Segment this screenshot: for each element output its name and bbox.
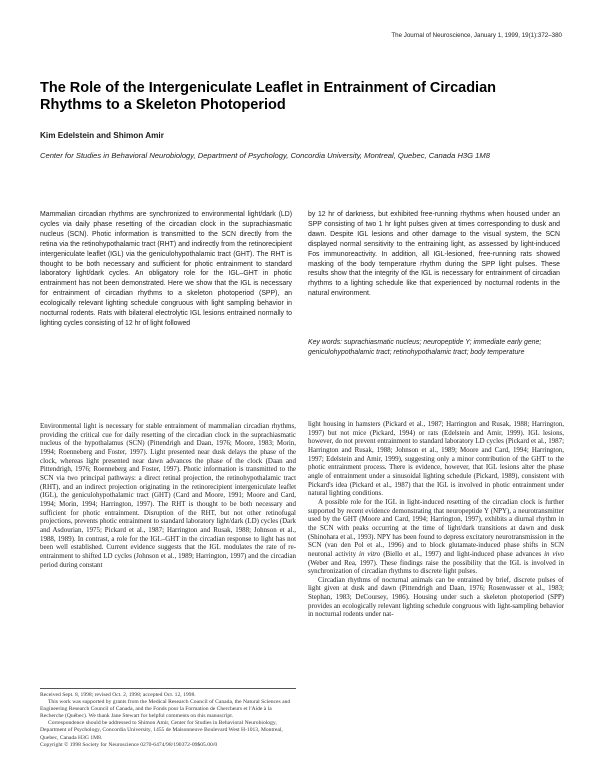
article-title: The Role of the Intergeniculate Leaflet in Entrainment of Circadian Rhythms to a Skeleton Photoperiod (40, 80, 497, 113)
body-left-column (40, 422, 296, 569)
body-paragraph: Circadian rhythms of nocturnal animals can be entrained by brief, discrete pulses of light given at dusk and dawn (Pittendrigh and Daan, 1976; Rosenwasser et al., 1983; Stephan, 1983; DeCoursey, 1986). Housing under such a skeleton photoperiod (SPP) provides an ecologically relevant lighting schedule congruous with light-sampling behavior in nocturnal rodents under nat- (308, 575, 564, 619)
body-paragraph: Environmental light is necessary for stable entrainment of mammalian circadian rhythms, providing the critical cue for daily resetting of the circadian clock in the suprachiasmatic nucleus of the hypothalamus (SCN) (Pittendrigh and Daan, 1976; Moore, 1983; Morin, 1994; Roenneberg and Foster, 1997). Light presented near dusk delays the phase of the clock, whereas light presented near dawn advances the phase of the clock (Daan and Pittendrigh, 1976; Roenneberg and Foster, 1997). Photic information is transmitted to the SCN via two principal pathways: a direct retinal projection, the retinohypothalamic tract (RHT), and an indirect projection originating in the retinorecipient intergeniculate leaflet (IGL), the geniculohypothalamic tract (GHT) (Card and Moore, 1991; Moore and Card, 1994; Morin, 1994; Harrington, 1997). The RHT is thought to be both necessary and sufficient for photic entrainment. Disruption of the RHT, but not other retinofugal projections, prevents photic entrainment to standard laboratory light/dark (LD) cycles (Dark and Asdourian, 1975; Pickard et al., 1987; Harrington and Rusak, 1988; Johnson et al., 1988, 1989). In contrast, a role for the IGL–GHT in the circadian response to light has not been well established. Current evidence suggests that the IGL modulates the rate of re-entrainment to shifted LD cycles (Johnson et al., 1989; Harrington, 1997) and the circadian period during constant (40, 422, 296, 569)
italic-term: in vitro (359, 549, 381, 558)
article-authors: Kim Edelstein and Shimon Amir (40, 131, 164, 140)
body-text-span: (Biello et al., 1997) and light-induced phase advances (380, 549, 545, 558)
footnote-correspondence: Correspondence should be addressed to Shimon Amir, Center for Studies in Behavioral Neurobiology, Department of Psychology, Concordia University, 1455 de Maisonneuve Boulevard West H-1013, Montreal, Quebec, Canada H3G 1M8. (40, 720, 283, 741)
body-paragraph (308, 498, 564, 576)
body-paragraph: light housing in hamsters (Pickard et al., 1987; Harrington and Rusak, 1988; Harrington, 1997) but not mice (Pickard, 1994) or rats (Edelstein and Amir, 1999). IGL lesions, however, do not prevent entrainment to standard laboratory LD cycles (Pickard et al., 1987; Harrington and Rusak, 1988; Johnson et al., 1989; Moore and Card, 1994; Harrington, 1997; Edelstein and Amir, 1999), suggesting only a minor contribution of the GHT to the photic entrainment process. There is evidence, however, that IGL lesions alter the phase angle of entrainment under a sinusoidal lighting schedule (Pickard, 1989), consistent with Pickard's idea (Pickard et al., 1987) that the IGL is involved in photic entrainment under natural lighting conditions. (308, 420, 564, 498)
body-text-span: A possible role for the IGL in light-induced resetting of the circadian clock is further supported by recent evidence demonstrating that neuropeptide Y (NPY), a neurotransmitter used by the GHT (Moore and Card, 1994; Harrington, 1997), exhibits a diurnal rhythm in the SCN with peaks occurring at the time of light/dark transitions at dawn and dusk (Shinohara et al., 1993). NPY has been found to depress excitatory neurotransmission in the SCN (van den Pol et al., 1996) and to block glutamate-induced phase shifts in SCN neuronal activity (308, 497, 564, 558)
abstract-left-column: Mammalian circadian rhythms are synchronized to environmental light/dark (LD) cycles via daily phase resetting of the circadian clock in the suprachiasmatic nucleus (SCN). Photic information is transmitted to the SCN directly from the retina via the retinohypothalamic tract (RHT) and indirectly from the retinorecipient intergeniculate leaflet (IGL) via the geniculohypothalamic tract (GHT). The RHT is thought to be both necessary and sufficient for photic entrainment to standard laboratory light/dark cycles. An obligatory role for the IGL–GHT in photic entrainment has not been demonstrated. Here we show that the IGL is necessary for entrainment of circadian rhythms to a skeleton photoperiod (SPP), an ecologically relevant lighting schedule congruous with light sampling behavior in nocturnal rodents. Rats with bilateral electrolytic IGL lesions entrained normally to lighting cycles consisting of 12 hr of light followed (40, 211, 292, 327)
footnote-copyright: Copyright © 1998 Society for Neuroscience 0270-6474/98/190372-09$05.00/0 (40, 741, 218, 748)
footnotes (40, 688, 296, 749)
journal-running-header: The Journal of Neuroscience, January 1, 1999, 19(1):372–380 (391, 32, 562, 39)
body-right-column (308, 420, 564, 619)
footnote-support: This work was supported by grants from the Medical Research Council of Canada, the Natural Sciences and Engineering Research Council of Canada, and the Fonds pour la Formation de Chercheurs et l'Aide à la Recherche (Québec). We thank Jane Stewart for helpful comments on this manuscript. (40, 699, 291, 720)
italic-term: in vivo (544, 549, 565, 558)
footnote-received: Received Sept. 8, 1998; revised Oct. 2, 1998; accepted Oct. 12, 1998. (40, 692, 196, 698)
keywords: Key words: suprachiasmatic nucleus; neuropeptide Y; immediate early gene; geniculohypothalamic tract; retinohypothalamic tract; body temperature (308, 339, 542, 356)
author-affiliation: Center for Studies in Behavioral Neurobiology, Department of Psychology, Concordia University, Montreal, Quebec, Canada H3G 1M8 (40, 151, 490, 160)
body-text-span: (Weber and Rea, 1997). These findings raise the possibility that the IGL is involved in synchronization of circadian rhythms to discrete light pulses. (308, 558, 564, 576)
abstract-right-column: by 12 hr of darkness, but exhibited free-running rhythms when housed under an SPP consisting of two 1 hr light pulses given at times corresponding to dusk and dawn. Despite IGL lesions and other damage to the visual system, the SCN displayed normal sensitivity to the entraining light, as assessed by light-induced Fos immunoreactivity. In addition, all IGL-lesioned, free-running rats showed masking of the body temperature rhythm during the SPP light pulses. These results show that the integrity of the IGL is necessary for entrainment of circadian rhythms to a lighting schedule like that experienced by nocturnal rodents in the natural environment. (308, 211, 560, 298)
